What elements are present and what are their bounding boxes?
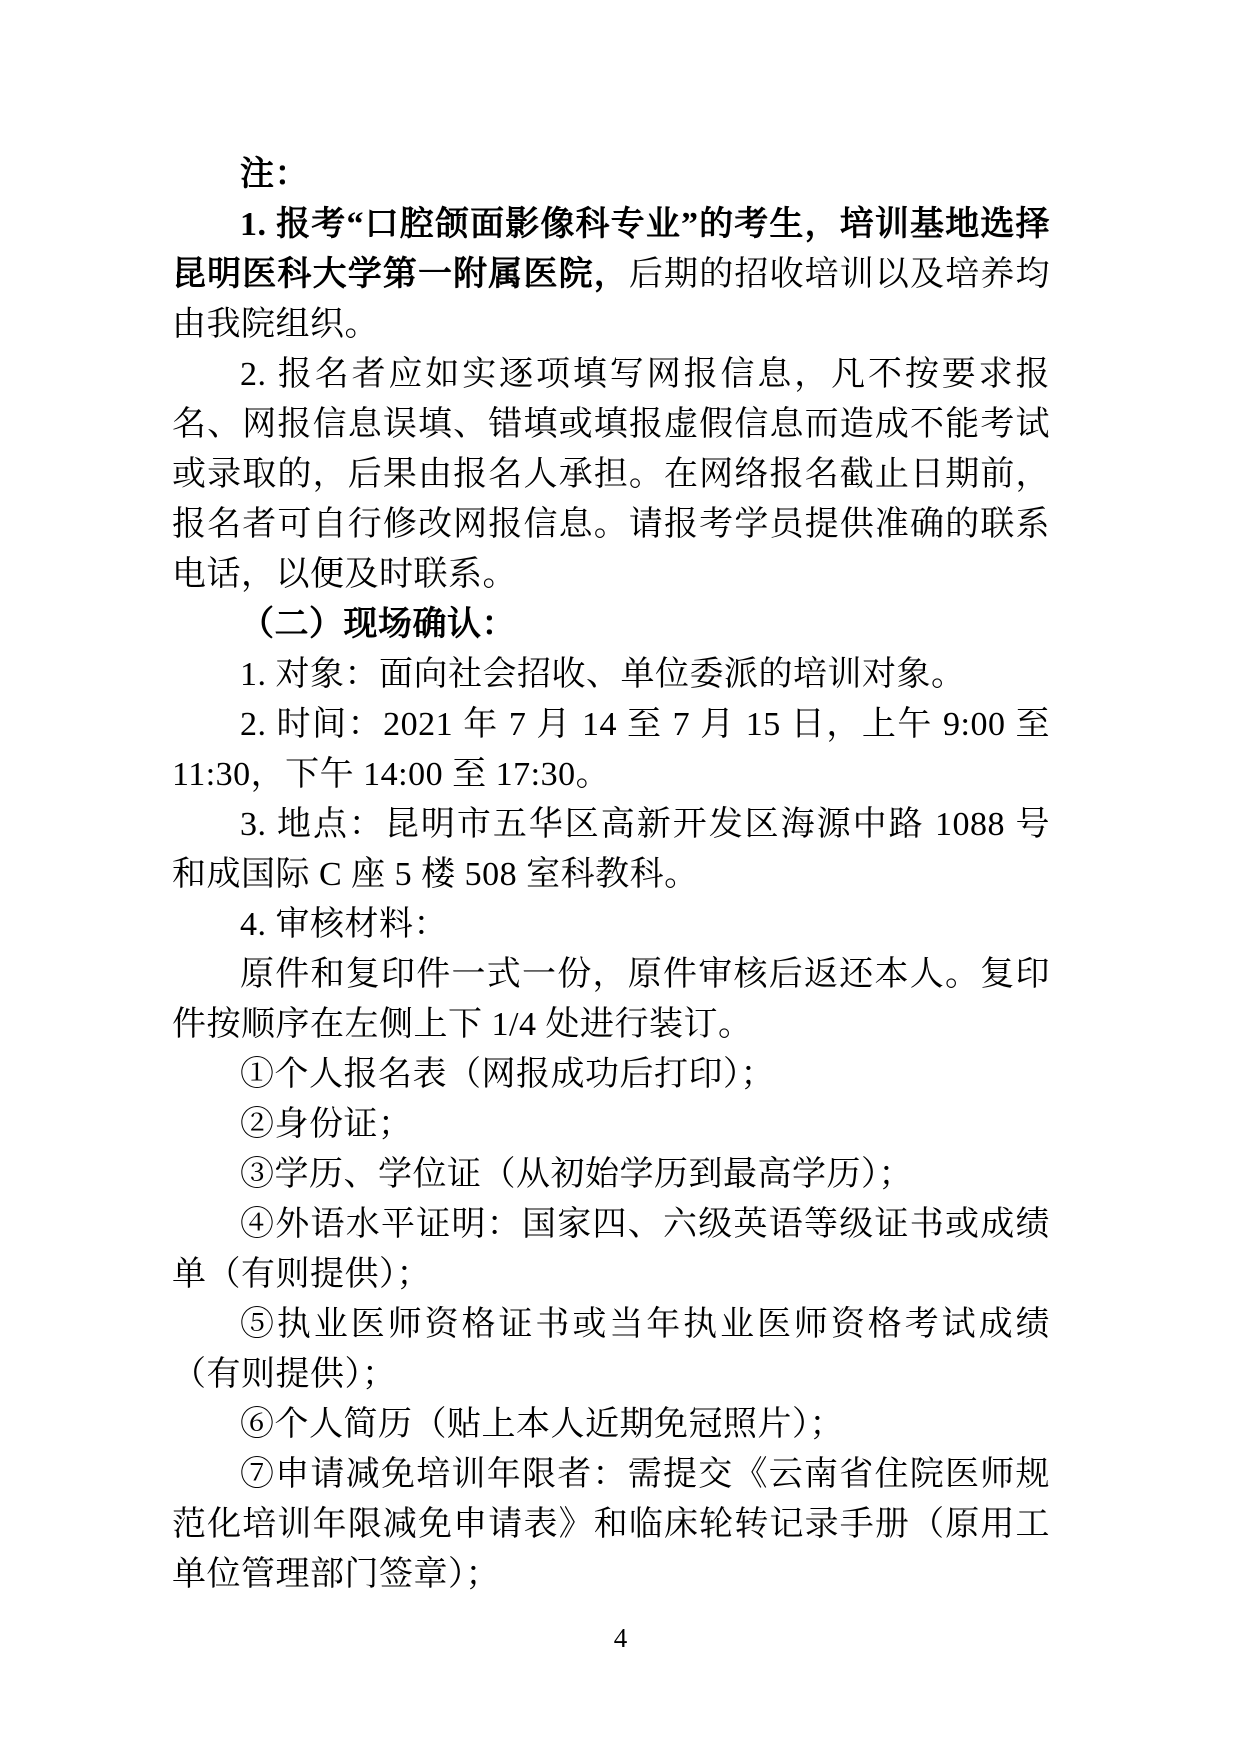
material-item-5: ⑤执业医师资格证书或当年执业医师资格考试成绩（有则提供）； [172, 1306, 1050, 1393]
note-item-1-bold: 1. 报考“口腔颌面影像科专业”的考生，培训基地选择昆明医科大学第一附属医院， [172, 206, 1050, 293]
document-body [172, 150, 1050, 1600]
material-item-3: ③学历、学位证（从初始学历到最高学历）； [240, 1156, 913, 1193]
note-item-1-regular: 后期的招收培训以及培养均由我院组织。 [172, 256, 1051, 343]
material-item-7: ⑦申请减免培训年限者：需提交《云南省住院医师规范化培训年限减免申请表》和临床轮转记录手册（原用工单位管理部门签章）； [172, 1456, 1050, 1593]
note-item-1 [172, 200, 1050, 350]
onsite-materials-label: 4. 审核材料： [240, 906, 448, 943]
onsite-time: 2. 时间：2021 年 7 月 14 至 7 月 15 日，上午 9:00 至 11:30，下午 14:00 至 17:30。 [172, 706, 1050, 793]
page-number: 4 [613, 1623, 628, 1653]
material-item-2: ②身份证； [240, 1106, 413, 1143]
onsite-location: 3. 地点：昆明市五华区高新开发区海源中路 1088 号和成国际 C 座 5 楼 508 室科教科。 [172, 806, 1050, 893]
material-item-4: ④外语水平证明：国家四、六级英语等级证书或成绩单（有则提供）； [172, 1206, 1050, 1293]
onsite-target: 1. 对象：面向社会招收、单位委派的培训对象。 [240, 656, 966, 693]
note-item-2: 2. 报名者应如实逐项填写网报信息，凡不按要求报名、网报信息误填、错填或填报虚假信息而造成不能考试或录取的，后果由报名人承担。在网络报名截止日期前，报名者可自行修改网报信息。请报考学员提供准确的联系电话，以便及时联系。 [172, 356, 1050, 593]
note-heading: 注： [240, 156, 309, 193]
material-item-1: ①个人报名表（网报成功后打印）； [240, 1056, 775, 1093]
materials-intro: 原件和复印件一式一份，原件审核后返还本人。复印件按顺序在左侧上下 1/4 处进行装订。 [172, 956, 1050, 1043]
material-item-6: ⑥个人简历（贴上本人近期免冠照片）； [240, 1406, 844, 1443]
onsite-confirmation-heading: （二）现场确认： [240, 606, 516, 643]
